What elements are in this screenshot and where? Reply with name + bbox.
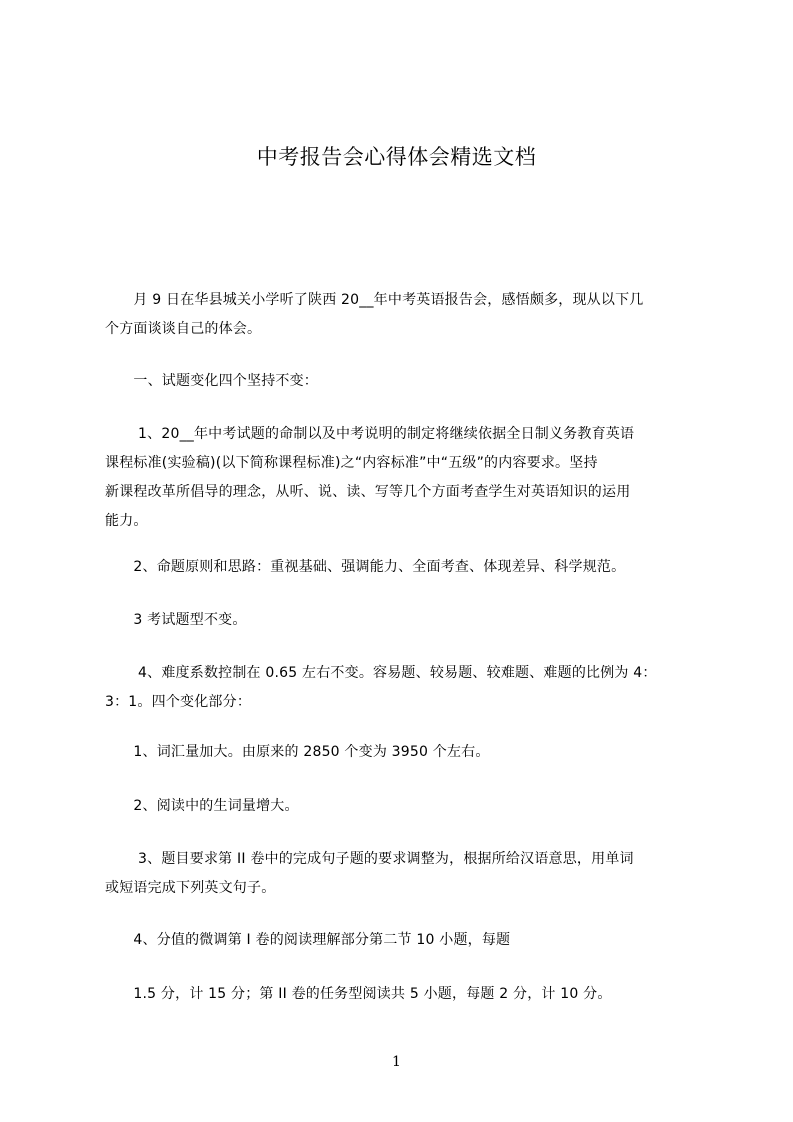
- text-line: 能力。: [105, 513, 148, 529]
- page-number: 1: [392, 1054, 401, 1070]
- text-line: 一、试题变化四个坚持不变：: [105, 373, 318, 389]
- paragraph-item-1: [105, 420, 705, 536]
- paragraph-change-3: [105, 845, 705, 903]
- page-title: 中考报告会心得体会精选文档: [256, 145, 537, 169]
- text-line: 1.5 分，计 15 分；第 II 卷的任务型阅读共 5 小题，每题 2 分，计 10 分。: [105, 986, 612, 1002]
- paragraph-change-1: [105, 738, 705, 767]
- text-line: 3、题目要求第 II 卷中的完成句子题的要求调整为，根据所给汉语意思，用单词: [105, 851, 634, 867]
- paragraph-change-2: [105, 792, 705, 821]
- paragraph-intro: [105, 286, 705, 344]
- text-line: 1、词汇量加大。由原来的 2850 个变为 3950 个左右。: [105, 744, 490, 760]
- text-line: 或短语完成下列英文句子。: [105, 880, 276, 896]
- text-line: 3：1。四个变化部分：: [105, 694, 252, 710]
- text-line: 4、分值的微调第 I 卷的阅读理解部分第二节 10 小题，每题: [105, 932, 511, 948]
- text-line: 个方面谈谈自己的体会。: [105, 321, 262, 337]
- section-heading: [105, 367, 705, 396]
- text-line: 新课程改革所倡导的理念，从听、说、读、写等几个方面考查学生对英语知识的运用: [105, 484, 631, 500]
- paragraph-item-2: [105, 553, 705, 582]
- paragraph-item-4: [105, 659, 705, 717]
- paragraph-score: [105, 980, 705, 1009]
- paragraph-item-3: [105, 606, 705, 635]
- text-line: 2、命题原则和思路：重视基础、强调能力、全面考查、体现差异、科学规范。: [105, 559, 626, 575]
- text-line: 月 9 日在华县城关小学听了陕西 20__年中考英语报告会，感悟颇多，现从以下几: [105, 292, 644, 308]
- text-line: 2、阅读中的生词量增大。: [105, 798, 299, 814]
- text-line: 课程标准(实验稿)(以下简称课程标准)之“内容标准”中“五级”的内容要求。坚持: [105, 455, 598, 471]
- text-line: 3 考试题型不变。: [105, 612, 247, 628]
- paragraph-change-4: [105, 926, 705, 955]
- text-line: 1、20__年中考试题的命制以及中考说明的制定将继续依据全日制义务教育英语: [105, 426, 635, 442]
- text-line: 4、难度系数控制在 0.65 左右不变。容易题、较易题、较难题、难题的比例为 4：: [105, 665, 657, 681]
